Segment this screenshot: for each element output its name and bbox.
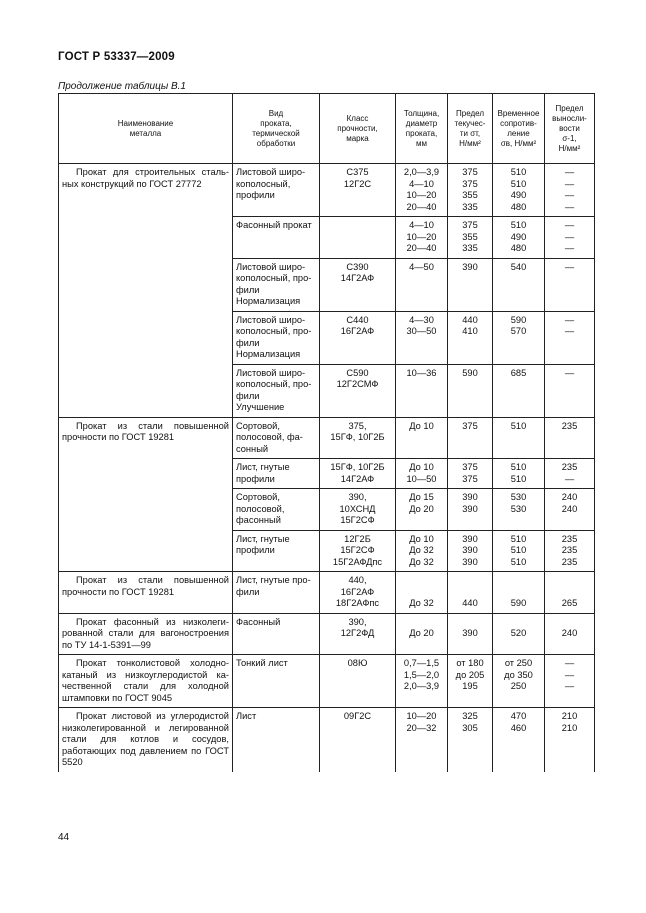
cell-line: 16Г2АФ [340, 326, 375, 336]
thickness-cell [396, 258, 448, 311]
yield-strength-cell [448, 217, 493, 259]
cell-line: Фасонный [236, 616, 281, 627]
cell-line: Лист [236, 711, 257, 721]
cell-line: от 250 [504, 658, 533, 668]
cell-line: 10—20 [406, 231, 437, 242]
cell-line: 375, [348, 420, 367, 431]
tensile-strength-cell [493, 364, 545, 417]
cell-line: 235 [561, 462, 578, 472]
cell-line: 390 [462, 261, 478, 272]
thickness-cell [396, 459, 448, 489]
cell-line: 210 [561, 711, 578, 721]
thickness-cell [396, 489, 448, 531]
metal-name-cell [59, 655, 233, 708]
cell-line: 390 [462, 503, 478, 514]
endurance-limit-cell [545, 459, 595, 489]
cell-line: 16Г2АФ [340, 586, 375, 597]
cell-line: 390 [462, 492, 478, 502]
cell-line: Сортовой, [236, 492, 280, 502]
cell-line: профили [236, 473, 275, 484]
endurance-limit-cell [545, 258, 595, 311]
cell-line: 520 [510, 628, 527, 638]
strength-class-cell [320, 613, 396, 655]
document-header: ГОСТ Р 53337—2009 [58, 51, 175, 63]
metal-name: Прокат из стали повышенной прочности по ГОСТ 19281 [62, 575, 229, 597]
strength-class-cell [320, 489, 396, 531]
thickness-cell [396, 708, 448, 772]
metal-name-cell [59, 613, 233, 655]
strength-class-cell [320, 364, 396, 417]
cell-line: Листовой широ- [236, 314, 306, 325]
cell-line: Тонкий лист [236, 658, 288, 668]
endurance-limit-cell [545, 655, 595, 708]
cell-line: 375 [462, 420, 478, 431]
rolling-type-cell [233, 489, 320, 531]
yield-strength-cell [448, 613, 493, 655]
cell-line: 15Г2СФ [340, 515, 375, 525]
cell-line: 390, [348, 616, 367, 627]
cell-line: 4—30 [409, 314, 434, 325]
cell-line: 2,0—3,9 [403, 681, 440, 691]
rolling-type-cell [233, 708, 320, 772]
cell-line: 12Г2ФД [340, 628, 375, 638]
tensile-strength-cell [493, 655, 545, 708]
cell-line: 10—36 [406, 367, 437, 378]
cell-line: 510 [510, 545, 527, 555]
cell-line: 530 [510, 503, 527, 514]
cell-line: профили [236, 545, 275, 555]
cell-line: — [564, 201, 575, 212]
tensile-strength-cell [493, 164, 545, 217]
cell-line: 335 [462, 243, 478, 253]
rolling-type-cell [233, 655, 320, 708]
cell-line [495, 587, 542, 599]
yield-strength-cell [448, 530, 493, 572]
cell-line [547, 575, 592, 587]
cell-line: 20—40 [406, 201, 437, 212]
cell-line: фили [236, 284, 260, 295]
cell-line [547, 587, 592, 599]
cell-line: 325 [462, 711, 478, 721]
cell-line: До 10 [409, 462, 434, 472]
cell-line: 195 [462, 681, 478, 691]
cell-line: 20—32 [406, 722, 437, 733]
cell-line: Улучшение [236, 402, 285, 412]
tensile-strength-cell [493, 417, 545, 459]
cell-line: 10—20 [406, 190, 437, 200]
cell-line: 510 [510, 178, 527, 189]
cell-line: 410 [462, 326, 478, 336]
cell-line: 235 [561, 533, 578, 544]
cell-line [398, 587, 445, 599]
table-row [59, 417, 595, 459]
yield-strength-cell [448, 258, 493, 311]
cell-line: — [564, 220, 575, 230]
tensile-strength-cell [493, 613, 545, 655]
cell-line: 20—40 [406, 243, 437, 253]
cell-line: 08Ю [347, 658, 368, 668]
cell-line: кополосный, про- [236, 379, 312, 389]
cell-line: Фасонный прокат [236, 220, 312, 230]
cell-line: до 350 [504, 669, 533, 680]
cell-line: 440, [348, 575, 367, 585]
cell-line: До 20 [409, 503, 434, 514]
cell-line: — [564, 178, 575, 189]
cell-line: До 15 [409, 492, 434, 502]
col-header-vid: Вид проката, термической обработки [233, 94, 320, 164]
endurance-limit-cell [545, 217, 595, 259]
cell-line: С440 [346, 314, 369, 325]
col-header-yield: Предел текучес- ти σт, Н/мм² [448, 94, 493, 164]
endurance-limit-cell [545, 708, 595, 772]
cell-line: 510 [510, 220, 527, 230]
yield-strength-cell [448, 489, 493, 531]
strength-class-cell [320, 311, 396, 364]
endurance-limit-cell [545, 364, 595, 417]
cell-line: полосовой, фа- [236, 432, 303, 442]
cell-line: — [564, 473, 575, 484]
cell-line: — [564, 190, 575, 200]
cell-line: фили [236, 337, 260, 348]
cell-line: — [564, 669, 575, 680]
cell-line: 510 [510, 420, 527, 431]
cell-line: профили [236, 190, 275, 200]
cell-line: — [564, 261, 575, 272]
rolling-type-cell [233, 530, 320, 572]
cell-line: от 180 [456, 658, 484, 668]
thickness-cell [396, 613, 448, 655]
col-header-class: Класс прочности, марка [320, 94, 396, 164]
cell-line: фили [236, 586, 260, 597]
tensile-strength-cell [493, 572, 545, 614]
thickness-cell [396, 572, 448, 614]
thickness-cell [396, 655, 448, 708]
cell-line: 510 [510, 167, 527, 177]
cell-line: До 10 [409, 533, 434, 544]
cell-line: До 10 [409, 420, 434, 431]
cell-line: сонный [236, 443, 269, 454]
cell-line: Лист, гнутые [236, 462, 290, 472]
yield-strength-cell [448, 572, 493, 614]
thickness-cell [396, 311, 448, 364]
cell-line: 685 [510, 367, 527, 378]
yield-strength-cell [448, 655, 493, 708]
rolling-type-cell [233, 417, 320, 459]
cell-line: 240 [561, 492, 578, 502]
cell-line: 375 [462, 473, 478, 484]
endurance-limit-cell [545, 572, 595, 614]
cell-line: До 32 [409, 545, 434, 555]
yield-strength-cell [448, 708, 493, 772]
cell-line [450, 587, 490, 599]
endurance-limit-cell [545, 613, 595, 655]
cell-line: Листовой широ- [236, 261, 306, 272]
cell-line: 14Г2АФ [340, 473, 375, 484]
thickness-cell [396, 417, 448, 459]
strength-class-cell [320, 708, 396, 772]
cell-line: 10ХСНД [339, 503, 376, 514]
cell-line: 480 [510, 201, 527, 212]
cell-line [398, 617, 445, 629]
cell-line: 390 [462, 545, 478, 555]
cell-line: 18Г2АФпс [335, 598, 380, 608]
cell-line: 12Г2СМФ [336, 379, 379, 389]
metal-name: Прокат для строительных стальных конструкций по ГОСТ 27772 [62, 167, 229, 189]
col-header-thickness: Толщина, диаметр проката, мм [396, 94, 448, 164]
rolling-type-cell [233, 613, 320, 655]
col-header-endurance: Предел выносли- вости σ-1, Н/мм² [545, 94, 595, 164]
cell-line: 240 [561, 628, 578, 638]
cell-line [398, 575, 445, 587]
cell-line: С390 [346, 261, 369, 272]
cell-line [450, 575, 490, 587]
cell-line: 210 [561, 722, 578, 733]
cell-line: фасонный [236, 515, 281, 525]
cell-line: 305 [462, 722, 478, 733]
cell-line: 235 [561, 545, 578, 555]
thickness-cell [396, 530, 448, 572]
table-row [59, 613, 595, 655]
rolling-type-cell [233, 217, 320, 259]
cell-line: 390 [462, 533, 478, 544]
cell-line: 10—50 [406, 473, 437, 484]
tensile-strength-cell [493, 258, 545, 311]
cell-line: 4—10 [409, 220, 434, 230]
tensile-strength-cell [493, 459, 545, 489]
yield-strength-cell [448, 459, 493, 489]
cell-line: Листовой широ- [236, 367, 306, 378]
data-table [58, 93, 595, 772]
cell-line: 590 [462, 367, 478, 378]
cell-line: 235 [561, 420, 578, 431]
cell-line: 375 [462, 462, 478, 472]
cell-line: — [564, 658, 575, 668]
cell-line: 470 [510, 711, 527, 721]
cell-line: кополосный, [236, 178, 291, 189]
col-header-name: Наименование металла [59, 94, 233, 164]
cell-line: 2,0—3,9 [403, 167, 440, 177]
endurance-limit-cell [545, 530, 595, 572]
metal-name: Прокат тонколистовой холоднокатаный из низкоуглеродистой качественной стали для холодной штамповки по ГОСТ 9045 [62, 658, 229, 703]
table-row [59, 655, 595, 708]
cell-line: 235 [561, 556, 578, 567]
cell-line: — [564, 681, 575, 691]
thickness-cell [396, 217, 448, 259]
endurance-limit-cell [545, 489, 595, 531]
strength-class-cell [320, 572, 396, 614]
cell-line: — [564, 243, 575, 253]
yield-strength-cell [448, 364, 493, 417]
cell-line: 390 [462, 556, 478, 567]
cell-line: 15ГФ, 10Г2Б [330, 432, 385, 442]
strength-class-cell [320, 655, 396, 708]
yield-strength-cell [448, 311, 493, 364]
strength-class-cell [320, 258, 396, 311]
metal-name: Прокат листовой из углеродистой низколегированной и легированной стали для котлов и сосудов, работающих под давлением по ГОСТ 5520 [62, 711, 229, 767]
cell-line: кополосный, про- [236, 273, 312, 283]
cell-line: 510 [510, 556, 527, 567]
page-number: 44 [58, 832, 70, 843]
cell-line: Нормализация [236, 349, 301, 359]
cell-line: 440 [462, 314, 478, 325]
cell-line: До 20 [409, 628, 434, 638]
cell-line: — [564, 326, 575, 336]
cell-line: 335 [462, 201, 478, 212]
cell-line: До 32 [409, 598, 434, 608]
cell-line: С375 [346, 167, 369, 177]
tensile-strength-cell [493, 530, 545, 572]
cell-line: 15Г2СФ [340, 545, 375, 555]
endurance-limit-cell [545, 417, 595, 459]
cell-line: 570 [510, 326, 527, 336]
cell-line: С590 [346, 367, 369, 378]
cell-line: 540 [510, 261, 527, 272]
endurance-limit-cell [545, 311, 595, 364]
cell-line: 4—10 [409, 178, 434, 189]
rolling-type-cell [233, 572, 320, 614]
strength-class-cell [320, 417, 396, 459]
tensile-strength-cell [493, 217, 545, 259]
rolling-type-cell [233, 164, 320, 217]
cell-line: 510 [510, 473, 527, 484]
cell-line: 30—50 [406, 326, 437, 336]
cell-line: 240 [561, 503, 578, 514]
cell-line: 490 [510, 231, 527, 242]
tensile-strength-cell [493, 311, 545, 364]
thickness-cell [396, 164, 448, 217]
cell-line: — [564, 367, 575, 378]
cell-line: 375 [462, 178, 478, 189]
cell-line: 390 [462, 628, 478, 638]
metal-name-cell [59, 708, 233, 772]
tensile-strength-cell [493, 708, 545, 772]
cell-line: 530 [510, 492, 527, 502]
cell-line: 375 [462, 167, 478, 177]
cell-line: До 32 [409, 556, 434, 567]
strength-class-cell [320, 459, 396, 489]
cell-line: 375 [462, 220, 478, 230]
col-header-tensile: Временное сопротив- ление σв, Н/мм² [493, 94, 545, 164]
cell-line: 460 [510, 722, 527, 733]
cell-line: 510 [510, 462, 527, 472]
cell-line: 250 [510, 681, 527, 691]
metal-name: Прокат фасонный из низколегированной стали для вагоностроения по ТУ 14-1-5391—99 [62, 616, 229, 650]
cell-line: кополосный, про- [236, 326, 312, 336]
cell-line: 14Г2АФ [340, 273, 375, 283]
cell-line [495, 575, 542, 587]
cell-line: Листовой широ- [236, 167, 306, 177]
cell-line [495, 617, 542, 629]
strength-class-cell [320, 164, 396, 217]
yield-strength-cell [448, 417, 493, 459]
table-row [59, 572, 595, 614]
strength-class-cell [320, 217, 396, 259]
metal-name-cell [59, 572, 233, 614]
endurance-limit-cell [545, 164, 595, 217]
cell-line: 480 [510, 243, 527, 253]
cell-line: до 205 [455, 669, 485, 680]
metal-name-cell [59, 417, 233, 572]
cell-line: — [564, 231, 575, 242]
cell-line: — [564, 314, 575, 325]
cell-line [450, 617, 490, 629]
cell-line: 390, [348, 492, 367, 502]
cell-line: 12Г2С [343, 178, 372, 189]
cell-line: 09Г2С [343, 711, 372, 721]
cell-line: Нормализация [236, 296, 301, 306]
rolling-type-cell [233, 258, 320, 311]
cell-line: 15Г2АФДпс [332, 556, 383, 567]
cell-line: фили [236, 390, 260, 401]
cell-line: 590 [510, 598, 527, 608]
cell-line: 590 [510, 314, 527, 325]
cell-line: 1,5—2,0 [403, 669, 440, 680]
cell-line: 0,7—1,5 [403, 658, 440, 668]
cell-line: 490 [510, 190, 527, 200]
cell-line: 510 [510, 533, 527, 544]
cell-line: Лист, гнутые [236, 533, 290, 544]
cell-line: 15ГФ, 10Г2Б [330, 462, 385, 472]
metal-name: Прокат из стали повышенной прочности по ГОСТ 19281 [62, 420, 229, 442]
table-row [59, 164, 595, 217]
strength-class-cell [320, 530, 396, 572]
cell-line: 265 [561, 598, 578, 608]
cell-line: Лист, гнутые про- [236, 575, 311, 585]
table-header-row [59, 94, 595, 164]
cell-line: Сортовой, [236, 420, 280, 431]
cell-line [547, 617, 592, 629]
tensile-strength-cell [493, 489, 545, 531]
cell-line: 10—20 [406, 711, 437, 721]
rolling-type-cell [233, 459, 320, 489]
cell-line: 440 [462, 598, 478, 608]
yield-strength-cell [448, 164, 493, 217]
table-caption: Продолжение таблицы В.1 [58, 81, 186, 92]
cell-line: полосовой, [236, 503, 285, 514]
rolling-type-cell [233, 311, 320, 364]
cell-line: 4—50 [409, 261, 434, 272]
cell-line: — [564, 167, 575, 177]
cell-line: 355 [462, 231, 478, 242]
cell-line: 12Г2Б [344, 533, 371, 544]
table-row [59, 708, 595, 772]
metal-name-cell [59, 164, 233, 418]
cell-line: 355 [462, 190, 478, 200]
thickness-cell [396, 364, 448, 417]
rolling-type-cell [233, 364, 320, 417]
